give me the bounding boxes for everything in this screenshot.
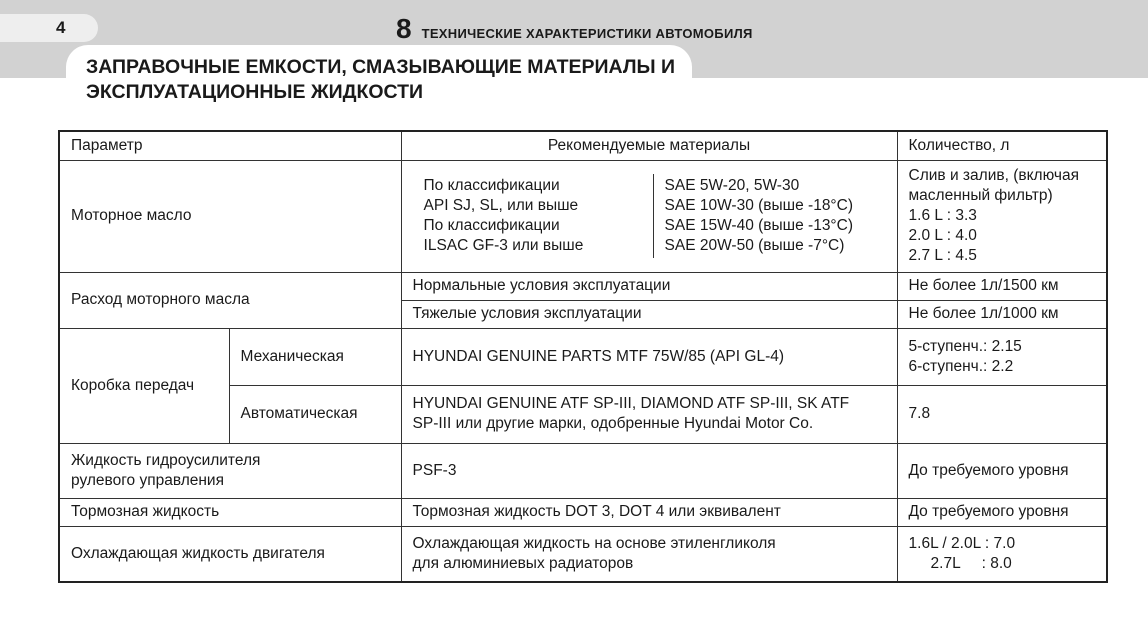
engine-oil-label: Моторное масло xyxy=(59,160,401,272)
table-row-engine-oil xyxy=(59,160,1107,272)
classification-line: По классификации xyxy=(423,177,560,194)
table-row-power-steering xyxy=(59,443,1107,498)
classification-line: ILSAC GF-3 или выше xyxy=(423,237,584,254)
automatic-quantity: 7.8 xyxy=(897,385,1107,443)
chapter-heading xyxy=(396,13,753,47)
engine-oil-classification xyxy=(413,174,654,258)
header-materials: Рекомендуемые материалы xyxy=(401,131,897,160)
transmission-label: Коробка передач xyxy=(59,328,229,443)
coolant-label: Охлаждающая жидкость двигателя xyxy=(59,526,401,582)
coolant-material xyxy=(401,526,897,582)
sae-line: SAE 5W-20, 5W-30 xyxy=(664,177,800,194)
fluids-table xyxy=(58,130,1108,583)
brake-fluid-material: Тормозная жидкость DOT 3, DOT 4 или эквивалент xyxy=(401,498,897,526)
coolant-quantity xyxy=(897,526,1107,582)
quantity-line: 6-ступенч.: 2.2 xyxy=(908,357,1014,375)
oil-consumption-heavy-qty: Не более 1л/1000 км xyxy=(897,300,1107,328)
table-row-brake-fluid xyxy=(59,498,1107,526)
table-row-manual-transmission xyxy=(59,328,1107,385)
quantity-line: 2.7L : 8.0 xyxy=(930,554,1012,572)
chapter-number: 8 xyxy=(396,13,412,44)
chapter-title: ТЕХНИЧЕСКИЕ ХАРАКТЕРИСТИКИ АВТОМОБИЛЯ xyxy=(421,26,753,41)
section-title-line: ЗАПРАВОЧНЫЕ ЕМКОСТИ, СМАЗЫВАЮЩИЕ МАТЕРИАЛЫ И xyxy=(86,56,676,78)
manual-label: Механическая xyxy=(229,328,401,385)
material-line: SP-III или другие марки, одобренные Hyundai Motor Co. xyxy=(412,415,814,432)
quantity-line: Слив и залив, (включая xyxy=(908,167,1079,184)
brake-fluid-label: Тормозная жидкость xyxy=(59,498,401,526)
oil-consumption-normal: Нормальные условия эксплуатации xyxy=(401,272,897,300)
sae-line: SAE 15W-40 (выше -13°C) xyxy=(664,217,853,234)
oil-consumption-heavy: Тяжелые условия эксплуатации xyxy=(401,300,897,328)
page-number-tab xyxy=(0,14,98,42)
section-title xyxy=(86,55,706,105)
material-line: для алюминиевых радиаторов xyxy=(412,554,634,572)
quantity-line: 2.0 L : 4.0 xyxy=(908,227,977,244)
quantity-line: 5-ступенч.: 2.15 xyxy=(908,337,1022,355)
section-title-line: ЭКСПЛУАТАЦИОННЫЕ ЖИДКОСТИ xyxy=(86,81,424,103)
power-steering-label xyxy=(59,443,401,498)
quantity-line: 1.6 L : 3.3 xyxy=(908,207,977,224)
sae-line: SAE 20W-50 (выше -7°C) xyxy=(664,237,845,254)
label-line: Жидкость гидроусилителя xyxy=(71,451,261,469)
oil-consumption-label: Расход моторного масла xyxy=(59,272,401,328)
material-line: HYUNDAI GENUINE ATF SP-III, DIAMOND ATF SP-III, SK ATF xyxy=(412,395,850,412)
classification-line: По классификации xyxy=(423,217,560,234)
material-line: Охлаждающая жидкость на основе этиленгликоля xyxy=(412,534,776,552)
engine-oil-sae xyxy=(654,174,864,258)
table-row-oil-consumption-normal xyxy=(59,272,1107,300)
brake-fluid-quantity: До требуемого уровня xyxy=(897,498,1107,526)
quantity-line: масленный фильтр) xyxy=(908,187,1053,204)
automatic-material xyxy=(401,385,897,443)
sae-line: SAE 10W-30 (выше -18°C) xyxy=(664,197,853,214)
table-header-row xyxy=(59,131,1107,160)
header-parameter: Параметр xyxy=(59,131,401,160)
manual-quantity xyxy=(897,328,1107,385)
quantity-line: 2.7 L : 4.5 xyxy=(908,247,977,264)
header-quantity: Количество, л xyxy=(897,131,1107,160)
quantity-line: 1.6L / 2.0L : 7.0 xyxy=(908,534,1016,552)
label-line: рулевого управления xyxy=(71,471,224,489)
manual-material: HYUNDAI GENUINE PARTS MTF 75W/85 (API GL-4) xyxy=(401,328,897,385)
power-steering-quantity: До требуемого уровня xyxy=(897,443,1107,498)
engine-oil-materials xyxy=(401,160,897,272)
power-steering-material: PSF-3 xyxy=(401,443,897,498)
engine-oil-quantity xyxy=(897,160,1107,272)
table-row-coolant xyxy=(59,526,1107,582)
automatic-label: Автоматическая xyxy=(229,385,401,443)
oil-consumption-normal-qty: Не более 1л/1500 км xyxy=(897,272,1107,300)
page-number: 4 xyxy=(56,18,66,37)
classification-line: API SJ, SL, или выше xyxy=(423,197,579,214)
